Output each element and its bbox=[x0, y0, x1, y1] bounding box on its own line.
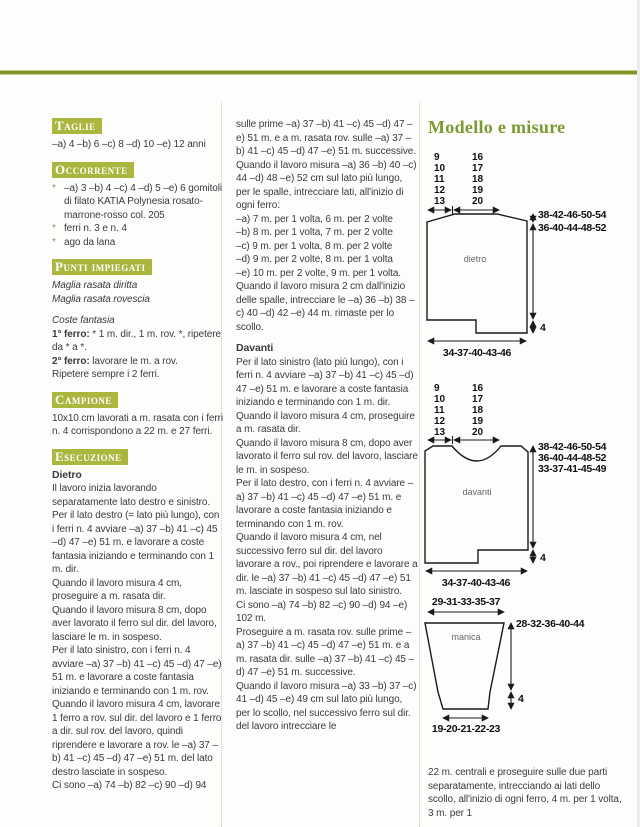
pattern-paragraph: Per il lato destro, con i ferri n. 4 avviare –a) 37 –b) 41 –c) 45 –d) 47 –e) 51 m. e lavorare a coste fantasia iniziando e terminando con 1 m. rov. bbox=[236, 478, 414, 530]
shoulder-size-value: 12 bbox=[434, 185, 446, 196]
sleeve-bottom-measure: 19-20-21-22-23 bbox=[431, 723, 501, 735]
neck-size-value: 17 bbox=[472, 163, 484, 174]
shoulder-size-value: 10 bbox=[434, 163, 446, 174]
piece-label-davanti: davanti bbox=[462, 487, 492, 497]
diagram-davanti bbox=[420, 368, 640, 598]
pattern-paragraph: Per il lato destro (= lato più lungo), con i ferri n. 4 avviare –a) 37 –b) 41 –c) 45 –d) 47 –e) 51 m. e lavorare a coste fantasia iniziando e terminando con 1 m. dir. bbox=[52, 510, 220, 575]
cuff-step-measure: 4 bbox=[518, 693, 524, 705]
bullet-marker: * bbox=[52, 182, 56, 194]
neck-size-value: 16 bbox=[472, 152, 484, 163]
neck-size-value: 16 bbox=[472, 383, 484, 394]
pattern-paragraph: Quando il lavoro misura 4 cm, nel successivo ferro sul dir. del lavoro lavorare a rov., poi riprendere e lavorare a dir. le –a) 37 –b) 41 –c) 45 –d) 47 –e) 51 m. lasciate in sospeso sul lato sinistro. bbox=[236, 532, 418, 597]
neck-size-value: 20 bbox=[472, 196, 484, 207]
coste-note: Ripetere sempre i 2 ferri. bbox=[52, 369, 160, 380]
top-rule bbox=[0, 70, 640, 75]
pattern-paragraph: Proseguire a m. rasata rov. sulle prime –a) 37 –b) 41 –c) 45 –d) 47 –e) 51 m. e a m. rasata dir. sulle –a) 37 –b) 41 –c) 45 –d) 47 –e) 51 m. successive. bbox=[236, 626, 415, 678]
shoulder-size-value: 13 bbox=[434, 196, 446, 207]
coste-row-1 bbox=[52, 328, 224, 355]
pattern-paragraph: –e) 10 m. per 2 volte, 9 m. per 1 volta. bbox=[236, 267, 401, 279]
measurements-title: Modello e misure bbox=[428, 117, 566, 137]
sleeve-top-measure: 29-31-33-35-37 bbox=[431, 596, 501, 608]
sleeve-length-measure: 28-32-36-40-44 bbox=[516, 618, 585, 630]
diagram-dietro bbox=[420, 140, 640, 368]
pattern-paragraph: Per il lato sinistro, con i ferri n. 4 avviare –a) 37 –b) 41 –c) 45 –d) 47 –e) 51 m. e lavorare a coste fantasia iniziando e terminando con 1 m. rov. bbox=[52, 645, 222, 697]
pattern-paragraph: Quando il lavoro misura 8 cm, dopo aver lavorato il ferro sul rov. del lavoro, lasciare le m. in sospeso. bbox=[236, 437, 418, 476]
pattern-paragraph: Quando il lavoro misura –a) 33 –b) 37 –c) 41 –d) 45 –e) 49 cm sul lato più lungo, per lo scollo, nel successivo ferro sul dir. del lavoro intrecciare le bbox=[236, 680, 417, 732]
pattern-paragraph: Quando il lavoro misura 8 cm, dopo aver lavorato il ferro sul dir. del lavoro, lasciare le m. in sospeso. bbox=[52, 604, 217, 643]
length-measure-1: 38-42-46-50-54 bbox=[538, 441, 607, 453]
campione-text: 10x10 cm lavorati a m. rasata con i ferri n. 4 corrispondono a 22 m. e 27 ferri. bbox=[52, 412, 223, 437]
length-measure-2: 36-40-44-48-52 bbox=[538, 452, 607, 464]
pattern-paragraph: Quando il lavoro misura –a) 36 –b) 40 –c) 44 –d) 48 –e) 52 cm sul lato più lungo, per le spalle, intrecciare lati, all'inizio di ogni ferro: bbox=[236, 159, 417, 211]
dietro-heading: Dietro bbox=[52, 468, 82, 481]
neck-size-value: 18 bbox=[472, 174, 484, 185]
pattern-paragraph: sulle prime –a) 37 –b) 41 –c) 45 –d) 47 –e) 51 m. e a m. rasata rov. sulle –a) 37 –b) 41 –c) 45 –d) 47 –e) 51 m. successive. bbox=[236, 119, 416, 157]
davanti-outline bbox=[425, 446, 528, 563]
section-badge-esecuzione: Esecuzione bbox=[52, 449, 128, 465]
shoulder-size-value: 9 bbox=[434, 383, 440, 394]
occorrente-item: ago da lana bbox=[64, 236, 116, 248]
coste-row-1-text: * 1 m. dir., 1 m. rov. *, ripetere da * a *. bbox=[52, 328, 221, 353]
list-item bbox=[52, 236, 224, 250]
step-measure: 4 bbox=[540, 552, 546, 564]
neck-size-value: 19 bbox=[472, 185, 484, 196]
coste-row-2-label: 2° ferro: bbox=[52, 355, 93, 367]
section-badge-occorrente: Occorrente bbox=[52, 162, 134, 178]
pattern-paragraph: Ci sono –a) 74 –b) 82 –c) 90 –d) 94 –e) 102 m. bbox=[236, 599, 408, 624]
section-badge-punti: Punti impiegati bbox=[52, 259, 152, 275]
bullet-marker: * bbox=[52, 236, 56, 248]
pattern-paragraph: –b) 8 m. per 1 volta, 7 m. per 2 volte bbox=[236, 227, 393, 238]
width-measure: 34-37-40-43-46 bbox=[441, 577, 511, 589]
width-measure: 34-37-40-43-46 bbox=[442, 347, 512, 359]
occorrente-item: ferri n. 3 e n. 4 bbox=[64, 223, 127, 234]
pattern-paragraph: –d) 9 m. per 2 volte, 8 m. per 1 volta bbox=[236, 254, 393, 265]
punti-line: Maglia rasata rovescia bbox=[52, 293, 150, 305]
list-item bbox=[52, 222, 224, 236]
neck-size-value: 19 bbox=[472, 416, 484, 427]
length-measure-3: 33-37-41-45-49 bbox=[538, 463, 607, 475]
neck-size-value: 18 bbox=[472, 405, 484, 416]
occorrente-item: –a) 3 –b) 4 –c) 4 –d) 5 –e) 6 gomitoli di filato KATIA Polynesia rosato-marrone-rosso col. 205 bbox=[64, 182, 222, 221]
neck-size-value: 20 bbox=[472, 427, 484, 438]
punti-line: Maglia rasata diritta bbox=[52, 280, 138, 291]
coste-row-1-label: 1° ferro: bbox=[52, 328, 93, 340]
pattern-paragraph: Quando il lavoro misura 4 cm, proseguire a m. rasata dir. bbox=[52, 577, 182, 602]
step-measure: 4 bbox=[540, 322, 546, 334]
pattern-paragraph: –a) 7 m. per 1 volta, 6 m. per 2 volte bbox=[236, 213, 393, 225]
taglie-text: –a) 4 –b) 6 –c) 8 –d) 10 –e) 12 anni bbox=[52, 139, 206, 150]
pattern-paragraph: Per il lato sinistro (lato più lungo), con i ferri n. 4 avviare –a) 37 –b) 41 –c) 45 –d) 47 –e) 51 m. e lavorare a coste fantasia iniziando e terminando con 1 m. dir. bbox=[236, 356, 414, 408]
list-item bbox=[52, 182, 224, 223]
diagram-manica bbox=[420, 592, 640, 742]
piece-label-manica: manica bbox=[451, 632, 481, 642]
shoulder-size-value: 11 bbox=[434, 174, 445, 185]
length-measure-2: 36-40-44-48-52 bbox=[538, 222, 607, 234]
left-column bbox=[52, 118, 224, 793]
neckline-note: 22 m. centrali e proseguire sulle due parti separatamente, intrecciando ai lati dello scollo, all'inizio di ogni ferro, 4 m. per 1 volta, 3 m. per 1 bbox=[428, 767, 622, 819]
coste-row-2 bbox=[52, 355, 224, 369]
pattern-paragraph: Quando il lavoro misura 4 cm, lavorare 1 ferro a rov. sul dir. del lavoro e 1 ferro a dir. sul rov. del lavoro, quindi riprendere e lavorare a rov. le –a) 37 –b) 41 –c) 45 –d) 47 –e) 51 m. del lato destro lasciate in sospeso. bbox=[52, 699, 222, 778]
shoulder-size-value: 9 bbox=[434, 152, 440, 163]
davanti-heading: Davanti bbox=[236, 342, 274, 354]
pattern-paragraph: Il lavoro inizia lavorando separatamente lato destro e sinistro. bbox=[52, 483, 211, 508]
neck-size-value: 17 bbox=[472, 394, 484, 405]
pattern-paragraph: Quando il lavoro misura 4 cm, proseguire a m. rasata dir. bbox=[236, 410, 415, 435]
middle-column bbox=[236, 118, 418, 734]
coste-row-2-text: lavorare le m. a rov. bbox=[92, 355, 178, 367]
shoulder-size-value: 13 bbox=[434, 427, 446, 438]
bullet-marker: * bbox=[52, 223, 56, 234]
pattern-paragraph: Quando il lavoro misura 2 cm dall'inizio delle spalle, intrecciare le –a) 36 –b) 38 –c) 40 –d) 42 –e) 44 m. rimaste per lo scollo. bbox=[236, 281, 415, 333]
shoulder-size-value: 11 bbox=[434, 405, 445, 416]
shoulder-size-value: 10 bbox=[434, 394, 446, 405]
pattern-paragraph: –c) 9 m. per 1 volta, 8 m. per 2 volte bbox=[236, 240, 393, 252]
section-badge-taglie: Taglie bbox=[52, 118, 102, 134]
shoulder-size-value: 12 bbox=[434, 416, 446, 427]
length-measure-1: 38-42-46-50-54 bbox=[538, 209, 607, 221]
piece-label-dietro: dietro bbox=[463, 254, 487, 264]
section-badge-campione: Campione bbox=[52, 392, 118, 408]
coste-title: Coste fantasia bbox=[52, 315, 115, 326]
pattern-paragraph: Ci sono –a) 74 –b) 82 –c) 90 –d) 94 bbox=[52, 780, 207, 791]
dietro-outline bbox=[427, 214, 527, 333]
